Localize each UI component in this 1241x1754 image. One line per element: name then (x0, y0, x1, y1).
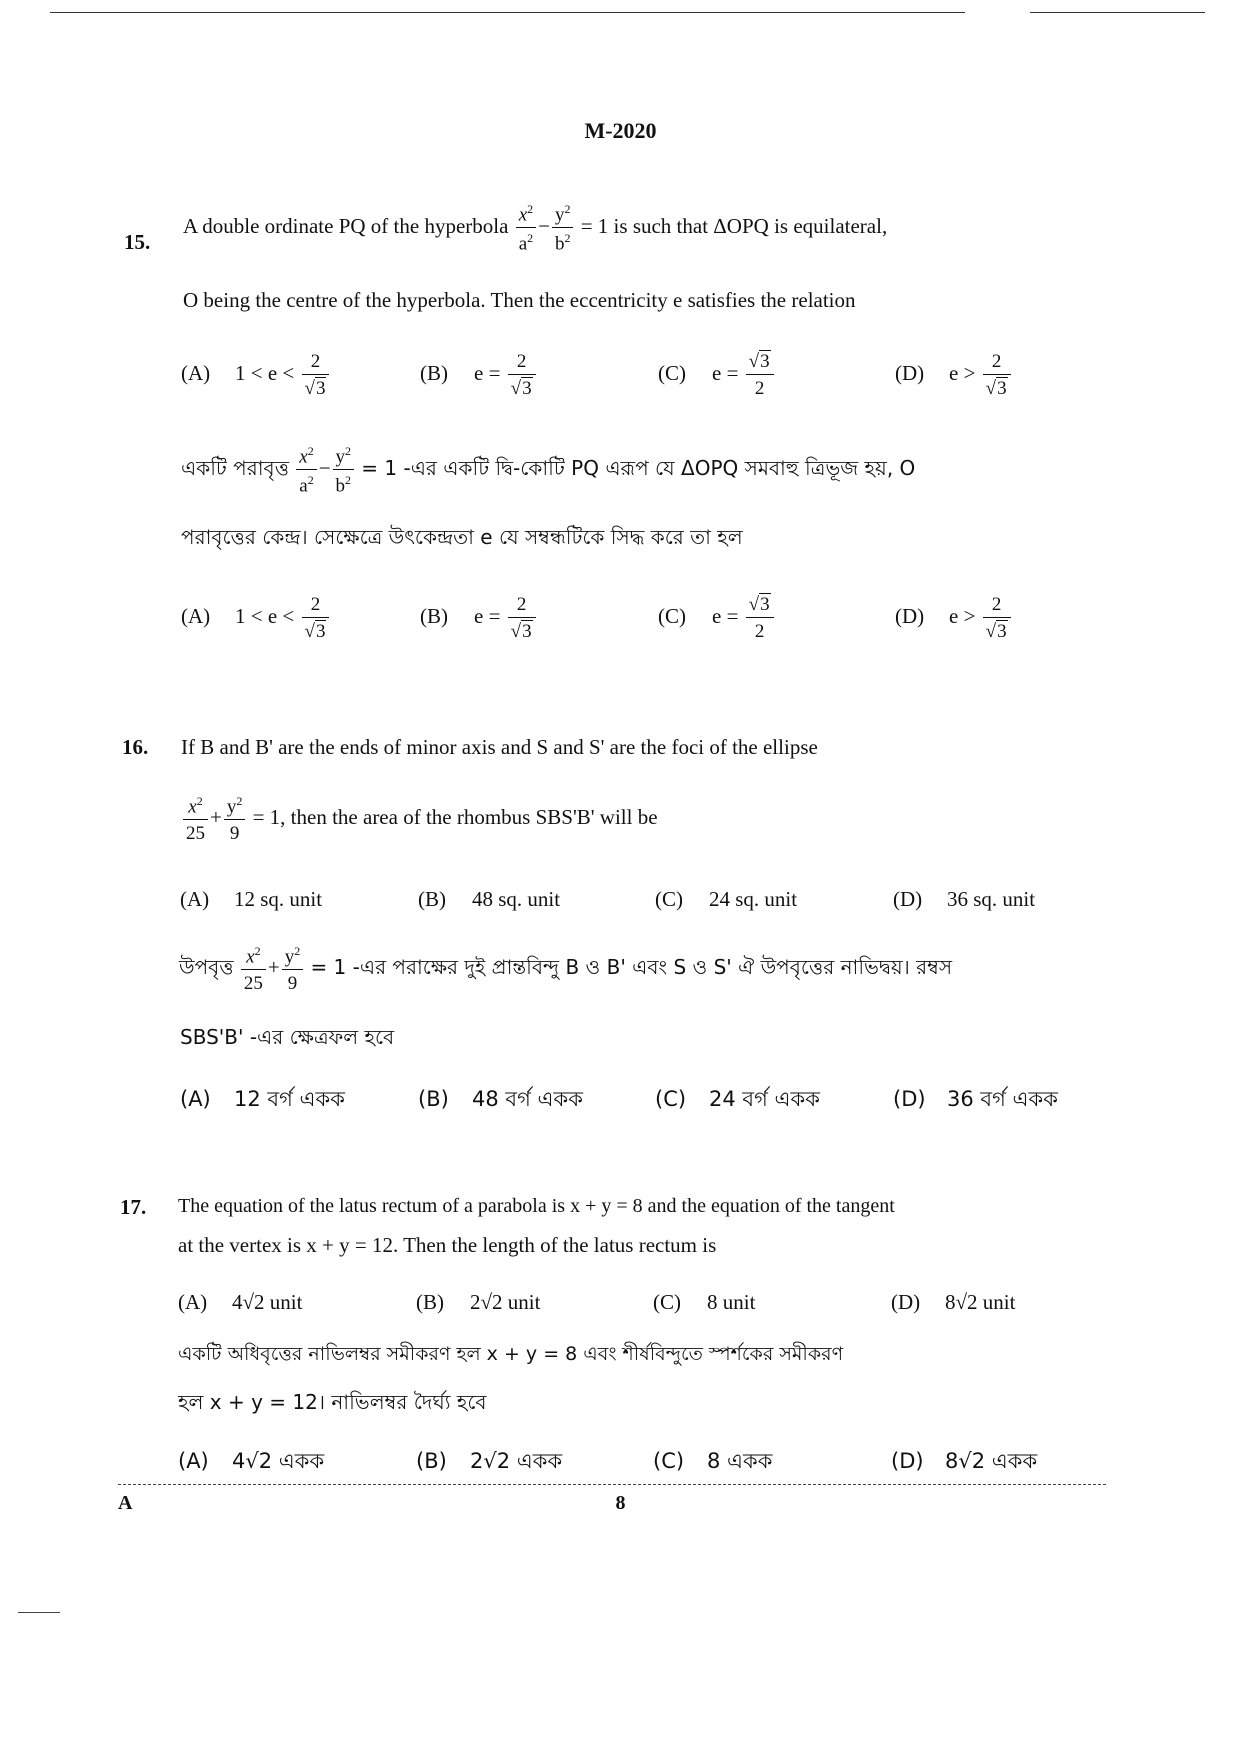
q16-en-option-b: (B) 48 sq. unit (418, 887, 561, 911)
q16-en-line1: If B and B' are the ends of minor axis and S and S' are the foci of the ellipse (181, 735, 818, 759)
q15-bn-line2: পরাবৃত্তের কেন্দ্র। সেক্ষেত্রে উৎকেন্দ্রতা e যে সম্বন্ধটিকে সিদ্ধ করে তা হল (181, 525, 743, 549)
exam-code: M-2020 (584, 118, 657, 143)
question-number-15: 15. (124, 230, 151, 254)
fraction-x2-25: $\frac{x^2}{25}$ (183, 795, 208, 843)
q16-en-text-b: = 1, then the area of the rhombus SBS'B' will be (252, 804, 658, 829)
q15-en-option-b: (B) e = $\frac{2}{√3}$ (420, 352, 538, 398)
q15-bn-text-b: = 1 -এর একটি দ্বি-কোটি PQ এরূপ যে ΔOPQ সমবাহু ত্রিভূজ হয়, O (361, 456, 916, 481)
question-number-16: 16. (122, 735, 149, 759)
q15-en-line2: O being the centre of the hyperbola. Then the eccentricity e satisfies the relation (183, 288, 856, 312)
q16-en-option-a: (A) 12 sq. unit (180, 887, 323, 911)
q15-en-text-a: A double ordinate PQ of the hyperbola (183, 214, 509, 239)
q15-bn-option-b: (B) e = $\frac{2}{√3}$ (420, 595, 538, 641)
fraction-y2-9: $\frac{y^2}{9}$ (224, 795, 246, 843)
q17-en-line2: at the vertex is x + y = 12. Then the length of the latus rectum is (178, 1233, 717, 1257)
page-number: 8 (615, 1492, 626, 1514)
q17-en-option-a: (A) 4√2 unit (178, 1290, 303, 1314)
q16-en-line2: $\frac{x^2}{25}$ + $\frac{y^2}{9}$ = 1, then the area of the rhombus SBS'B' will be (181, 795, 658, 843)
bottom-rule (118, 1484, 1106, 1485)
fraction-x2-a2: $\frac{x^2}{a^2}$ (516, 203, 536, 254)
q15-en-text-b: = 1 is such that ΔOPQ is equilateral, (580, 214, 888, 239)
top-rule-right (1030, 12, 1205, 13)
margin-mark (18, 1612, 60, 1613)
q15-bn-option-d: (D) e > $\frac{2}{√3}$ (895, 595, 1013, 641)
q17-bn-line2: হল x + y = 12। নাভিলম্বর দৈর্ঘ্য হবে (178, 1390, 487, 1414)
q15-bn-option-c: (C) e = $\frac{√3}{2}$ (658, 595, 776, 641)
q15-bn-text-a: একটি পরাবৃত্ত (181, 456, 289, 481)
q16-en-option-d: (D) 36 sq. unit (893, 887, 1036, 911)
q16-bn-line1: উপবৃত্ত $\frac{x^2}{25}$ + $\frac{y^2}{9}$ = 1 -এর পরাক্ষের দুই প্রান্তবিন্দু B ও B' এবং S ও S' ঐ উপবৃত্তের নাভিদ্বয়। রম্বস (179, 944, 953, 995)
q17-bn-option-b: (B) 2√2 একক (416, 1449, 563, 1473)
set-label: A (118, 1492, 133, 1514)
q17-bn-option-c: (C) 8 একক (653, 1449, 773, 1473)
q16-bn-option-d: (D) 36 বর্গ একক (893, 1087, 1058, 1111)
q15-en-option-d: (D) e > $\frac{2}{√3}$ (895, 352, 1013, 398)
question-number-17: 17. (120, 1195, 147, 1219)
q17-en-option-b: (B) 2√2 unit (416, 1290, 541, 1314)
q16-bn-text-a: উপবৃত্ত (179, 954, 234, 979)
fraction-y2-b2: $\frac{y^2}{b^2}$ (552, 203, 574, 254)
q17-bn-option-a: (A) 4√2 একক (178, 1449, 325, 1473)
q17-en-option-c: (C) 8 unit (653, 1290, 756, 1314)
q16-en-option-c: (C) 24 sq. unit (655, 887, 798, 911)
q16-bn-text-b: = 1 -এর পরাক্ষের দুই প্রান্তবিন্দু B ও B' এবং S ও S' ঐ উপবৃত্তের নাভিদ্বয়। রম্বস (310, 954, 953, 979)
q17-bn-option-d: (D) 8√2 একক (891, 1449, 1038, 1473)
q16-bn-option-c: (C) 24 বর্গ একক (655, 1087, 820, 1111)
q15-en-option-a: (A) 1 < e < $\frac{2}{√3}$ (181, 352, 331, 398)
top-rule (50, 12, 965, 13)
q17-bn-line1: একটি অধিবৃত্তের নাভিলম্বর সমীকরণ হল x + y = 8 এবং শীর্ষবিন্দুতে স্পর্শকের সমীকরণ (178, 1343, 844, 1365)
q17-en-line1: The equation of the latus rectum of a parabola is x + y = 8 and the equation of the tangent (178, 1195, 895, 1217)
q16-bn-option-b: (B) 48 বর্গ একক (418, 1087, 583, 1111)
q16-bn-option-a: (A) 12 বর্গ একক (180, 1087, 345, 1111)
q15-bn-option-a: (A) 1 < e < $\frac{2}{√3}$ (181, 595, 331, 641)
q17-en-option-d: (D) 8√2 unit (891, 1290, 1016, 1314)
q15-bn-line1: একটি পরাবৃত্ত $\frac{x^2}{a^2}$ − $\frac{y^2}{b^2}$ = 1 -এর একটি দ্বি-কোটি PQ এরূপ যে ΔOPQ সমবাহু ত্রিভূজ হয়, O (181, 444, 916, 497)
q15-en-option-c: (C) e = $\frac{√3}{2}$ (658, 352, 776, 398)
q16-bn-line2: SBS'B' -এর ক্ষেত্রফল হবে (180, 1025, 395, 1049)
q15-en-line1: A double ordinate PQ of the hyperbola $\frac{x^2}{a^2}$ − $\frac{y^2}{b^2}$ = 1 is such that ΔOPQ is equilateral, (183, 202, 888, 255)
